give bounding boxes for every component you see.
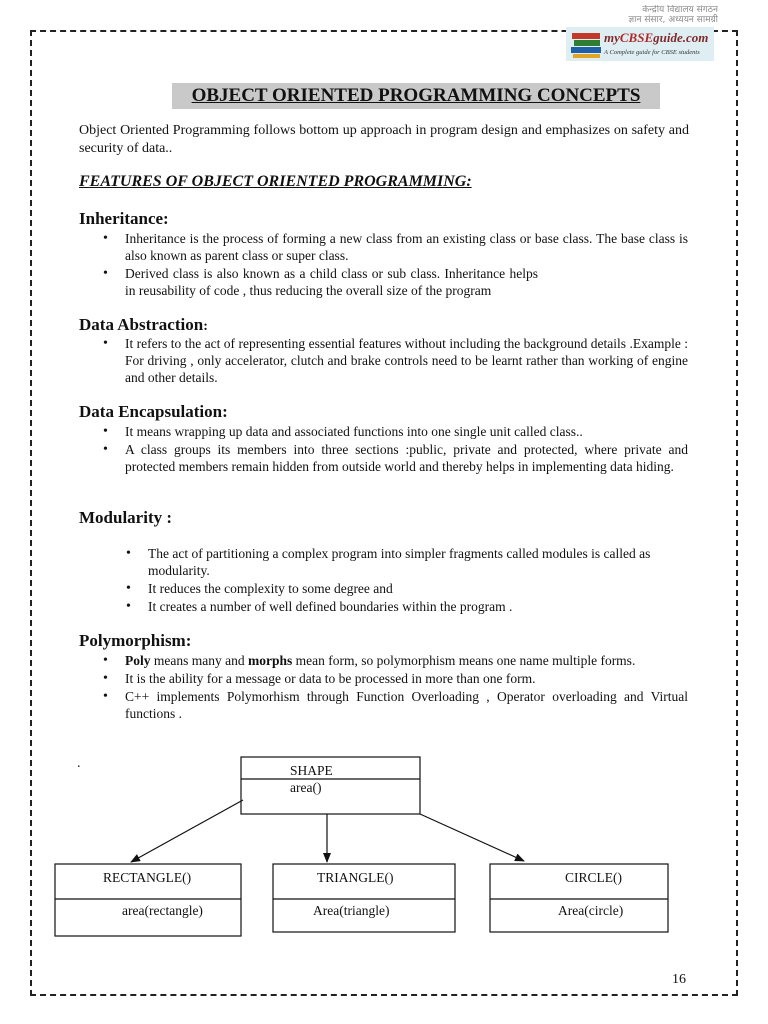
rectangle-class-name: RECTANGLE() bbox=[103, 870, 192, 885]
rectangle-class-box bbox=[55, 864, 241, 936]
list-item: • The act of partitioning a complex program into simpler fragments called modules is called as modularity. bbox=[148, 545, 688, 579]
page-number: 16 bbox=[672, 972, 686, 987]
page-title: OBJECT ORIENTED PROGRAMMING CONCEPTS bbox=[191, 85, 641, 106]
list-item: • It reduces the complexity to some degree and bbox=[148, 580, 688, 597]
circle-class-box bbox=[490, 864, 668, 932]
list-item: • Poly means many and morphs mean form, so polymorphism means one name multiple forms. bbox=[125, 652, 688, 669]
list-item: • Inheritance is the process of forming a new class from an existing class or base class. The base class is also known as parent class or super class. bbox=[125, 230, 688, 264]
list-item: • A class groups its members into three sections :public, private and protected, where private and protected members remain hidden from outside world and thereby helps in implementing data hiding. bbox=[125, 441, 688, 475]
encapsulation-heading: Data Encapsulation: bbox=[79, 402, 228, 421]
list-item: • C++ implements Polymorhism through Function Overloading , Operator overloading and Virtual functions . bbox=[125, 688, 688, 722]
inheritance-arrow-rectangle bbox=[131, 800, 243, 862]
logo-hindi-text: केन्द्रीय विद्यालय संगठन ज्ञान संसार, अध्ययन सामग्री bbox=[628, 5, 718, 25]
triangle-class-method: Area(triangle) bbox=[313, 903, 390, 918]
circle-class-name: CIRCLE() bbox=[565, 870, 622, 885]
circle-class-method: Area(circle) bbox=[558, 903, 624, 918]
list-item: • It is the ability for a message or data to be processed in more than one form. bbox=[125, 670, 688, 687]
logo-brand: myCBSEguide.com bbox=[604, 30, 709, 45]
inheritance-arrow-circle bbox=[420, 814, 524, 861]
rectangle-class-method: area(rectangle) bbox=[122, 903, 203, 918]
list-item: • It means wrapping up data and associated functions into one single unit called class.. bbox=[125, 423, 688, 440]
shape-class-method: area() bbox=[290, 780, 322, 795]
shape-class-box bbox=[241, 757, 420, 814]
modularity-heading: Modularity : bbox=[79, 508, 173, 527]
features-heading: FEATURES OF OBJECT ORIENTED PROGRAMMING: bbox=[79, 173, 472, 190]
stray-period: . bbox=[77, 756, 81, 771]
triangle-class-box bbox=[273, 864, 455, 932]
abstraction-heading: Data Abstraction: bbox=[79, 315, 208, 334]
list-item: • Derived class is also known as a child class or sub class. Inheritance helps in reusability of code , thus reducing the overall size of the program bbox=[125, 265, 538, 299]
inheritance-heading: Inheritance: bbox=[79, 209, 169, 228]
intro-paragraph: Object Oriented Programming follows bottom up approach in program design and emphasizes on safety and security of data.. bbox=[79, 123, 689, 156]
list-item: • It refers to the act of representing essential features without including the background details .Example : For driving , only accelerator, clutch and brake controls need to be learnt rather than working of engine and other details. bbox=[125, 335, 688, 386]
list-item: • It creates a number of well defined boundaries within the program . bbox=[148, 598, 688, 615]
triangle-class-name: TRIANGLE() bbox=[317, 870, 394, 885]
polymorphism-heading: Polymorphism: bbox=[79, 631, 192, 650]
logo-tagline: A Complete guide for CBSE students bbox=[604, 49, 700, 56]
shape-class-name: SHAPE bbox=[290, 763, 333, 778]
